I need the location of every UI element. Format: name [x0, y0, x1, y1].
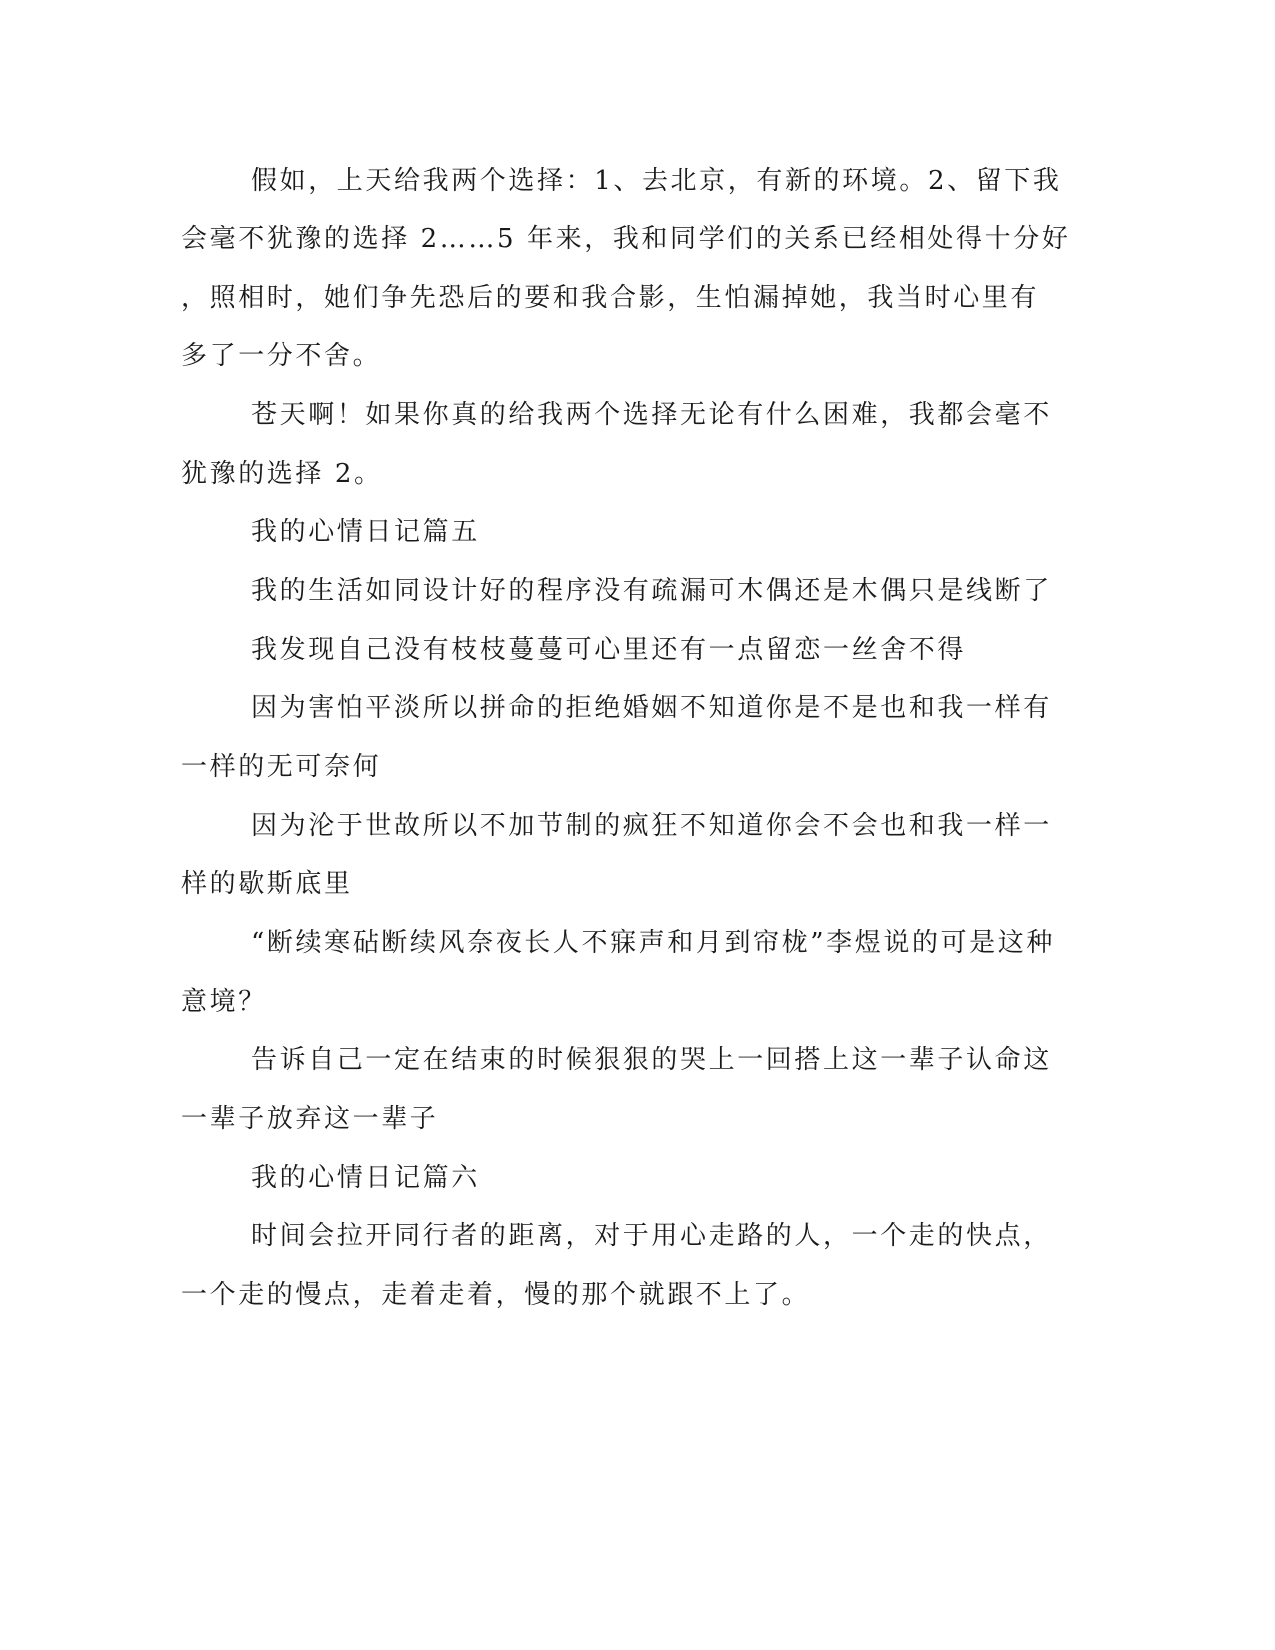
text-line: “断续寒砧断续风奈夜长人不寐声和月到帘栊”李煜说的可是这种 [251, 928, 1055, 958]
text-line: 假如，上天给我两个选择：1、去北京，有新的环境。2、留下我 [251, 166, 1062, 196]
text-line: ，照相时，她们争先恐后的要和我合影，生怕漏掉她，我当时心里有 [181, 283, 1040, 313]
text-line: 因为沦于世故所以不加节制的疯狂不知道你会不会也和我一样一 [251, 811, 1052, 841]
text-line: 一辈子放弃这一辈子 [181, 1104, 439, 1134]
text-line: 我发现自己没有枝枝蔓蔓可心里还有一点留恋一丝舍不得 [251, 635, 967, 665]
text-line: 一个走的慢点，走着走着，慢的那个就跟不上了。 [181, 1280, 811, 1310]
text-line: 苍天啊！如果你真的给我两个选择无论有什么困难，我都会毫不 [251, 400, 1052, 430]
text-line: 一样的无可奈何 [181, 752, 382, 782]
section-heading: 我的心情日记篇五 [251, 517, 480, 547]
text-line: 多了一分不舍。 [181, 341, 382, 371]
text-line: 告诉自己一定在结束的时候狠狠的哭上一回搭上这一辈子认命这 [251, 1045, 1052, 1075]
section-heading: 我的心情日记篇六 [251, 1163, 480, 1193]
text-line: 意境？ [181, 987, 267, 1017]
text-line: 犹豫的选择 2。 [181, 459, 383, 489]
text-line: 样的歇斯底里 [181, 869, 353, 899]
text-line: 我的生活如同设计好的程序没有疏漏可木偶还是木偶只是线断了 [251, 576, 1052, 606]
text-line: 会毫不犹豫的选择 2……5 年来，我和同学们的关系已经相处得十分好 [181, 224, 1071, 254]
text-line: 时间会拉开同行者的距离，对于用心走路的人，一个走的快点， [251, 1221, 1052, 1251]
text-line: 因为害怕平淡所以拼命的拒绝婚姻不知道你是不是也和我一样有 [251, 693, 1052, 723]
